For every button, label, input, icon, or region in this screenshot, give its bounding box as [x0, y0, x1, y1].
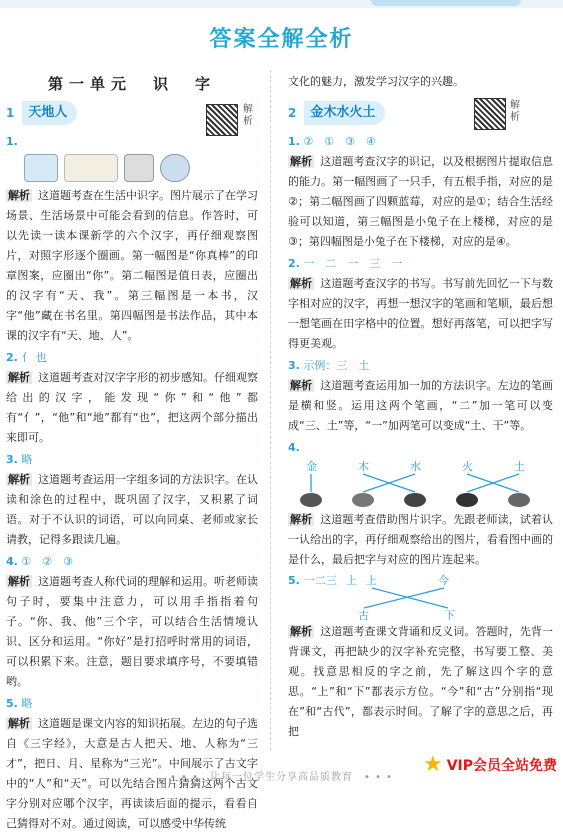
answer: 一 二 一 三 一 — [303, 257, 403, 270]
analysis-label: 解析 — [8, 371, 30, 384]
analysis-label: 解析 — [290, 155, 313, 168]
question-number: 3. — [6, 453, 18, 466]
question-3 — [288, 356, 553, 436]
question-number: 4. — [288, 441, 300, 454]
char-shui: 水 — [410, 460, 421, 473]
analysis-label: 解析 — [8, 473, 30, 486]
lesson-number: 1 — [6, 106, 15, 120]
question-5 — [6, 694, 258, 834]
char-tu: 土 — [514, 460, 525, 473]
analysis-label: 解析 — [290, 277, 313, 290]
analysis-label: 解析 — [8, 575, 30, 588]
answer: ② ① ③ ④ — [303, 135, 376, 148]
gold-ingot-icon — [300, 493, 322, 507]
analysis-text: 这道题考查汉字的书写。书写前先回忆一下与数字相对应的汉字，再想一想汉字的笔画和笔顺，最后想一想笔画在田字格中的位置。想好再落笔，可以把字写得更美观。 — [288, 277, 554, 350]
match-diagram-4 — [298, 458, 553, 510]
page-banner: 答案全解全析 — [209, 27, 354, 52]
question-number: 5. — [6, 697, 18, 710]
char-mu: 木 — [358, 460, 369, 473]
lesson-name: 天地人 — [22, 101, 77, 125]
top-word-1: 一二三 — [304, 574, 337, 587]
question-number: 3. — [288, 359, 300, 372]
answer: 略 — [21, 453, 33, 466]
top-strip — [0, 0, 563, 8]
match-diagram-5 — [288, 572, 543, 622]
answer: ① ② ③ — [21, 555, 73, 568]
qr-label: 解析 — [510, 100, 520, 123]
book-picture-icon — [124, 154, 154, 182]
analysis-text: 这道题考查运用加一加的方法识字。左边的笔画是横和竖。运用这两个笔画，“二”加一笔可以变成“三、土”等，“一”加两笔可以变成“土、干”等。 — [288, 379, 554, 432]
star-icon: ★ — [422, 752, 443, 777]
right-column — [288, 72, 553, 742]
question-4 — [6, 552, 258, 692]
analysis-text: 这道题考查运用一字组多词的方法识字。在认读和涂色的过程中，既巩固了汉字，又积累了词语。对于不认识的词语，可以向同桌、老师或家长请教，记得多跟读几遍。 — [6, 473, 258, 546]
duty-chart-picture-icon — [64, 154, 118, 182]
char-jin: 金 — [306, 460, 317, 473]
calligraphy-picture-icon — [160, 154, 190, 182]
analysis-text: 这道题考查汉字的识记，以及根据图片提取信息的能力。第一幅图画了一只手，有五根手指，对应的是②；第二幅图画了四颗蓝莓，对应的是①；结合生活经验可以知道，第三幅图是小兔子在上楼梯，对应的是③；第四幅图是小兔子在下楼梯，对应的是④。 — [288, 155, 554, 248]
fire-icon — [456, 493, 478, 507]
analysis-text: 这道题考查人称代词的理解和运用。听老师读句子时，要集中注意力，可以用手指指着句子。“你、我、他”三个字，可以结合生活情境认识、区分和运用。“你好”是打招呼时常用的词语，可以积累下来。注意，题目要求填序号，不要填错哟。 — [6, 575, 258, 688]
water-icon — [404, 493, 426, 507]
carry-over-text: 文化的魅力，激发学习汉字的兴趣。 — [288, 75, 464, 88]
top-strip-pill — [371, 0, 521, 6]
question-number: 5. — [288, 574, 300, 587]
lesson-name: 金木水火土 — [304, 101, 385, 125]
top-word-4: 今 — [438, 574, 449, 587]
analysis-label: 解析 — [8, 189, 30, 202]
answer: 略 — [21, 697, 33, 710]
question-2 — [6, 348, 258, 448]
bottom-word-1: 古 — [358, 609, 369, 622]
analysis-label: 解析 — [8, 717, 30, 730]
stamp-picture-icon — [24, 154, 58, 182]
question-2 — [288, 254, 553, 354]
qr-label: 解析 — [243, 104, 253, 127]
left-column — [6, 72, 258, 834]
vip-text: VIP会员全站免费 — [446, 757, 557, 774]
analysis-label: 解析 — [290, 379, 313, 392]
char-huo: 火 — [462, 460, 473, 473]
question-5 — [288, 572, 553, 742]
vip-badge[interactable] — [423, 752, 557, 777]
question-1 — [6, 132, 258, 346]
answer: 亻 也 — [21, 351, 47, 364]
answer: 示例：三 土 — [303, 359, 370, 372]
top-word-3: 上 — [366, 574, 377, 587]
qr-code-icon[interactable] — [474, 98, 506, 130]
analysis-text: 这道题考查借助图片识字。先跟老师读，试着认一认给出的字，再仔细观察给出的图片，看看图中画的是什么，最后把字与对应的图片连起来。 — [288, 513, 554, 566]
bottom-word-2: 下 — [444, 609, 455, 622]
question-number: 4. — [6, 555, 18, 568]
top-word-2: 上 — [346, 574, 357, 587]
question-number: 1. — [6, 135, 18, 148]
picture-row — [24, 154, 258, 182]
unit-title: 第一单元 识 字 — [47, 75, 216, 93]
qr-code-icon[interactable] — [206, 104, 238, 136]
analysis-text: 这道题是课文内容的知识拓展。左边的句子选自《三字经》，大意是古人把天、地、人称为“三才”，把日、月、星称为“三光”。中间展示了古文字中的“人”和“天”。可以先结合图片猜猜这两个古文字分别对应哪个汉字，再读读后面的提示，看看自己猜得对不对。通过阅读，可以感受中华传统 — [6, 717, 258, 830]
analysis-label: 解析 — [290, 513, 313, 526]
question-1 — [288, 132, 553, 252]
question-3 — [6, 450, 258, 550]
wood-icon — [352, 493, 374, 507]
question-number: 1. — [288, 135, 300, 148]
page-footer: • • • 让每一位学生分享高品质教育 • • • — [169, 772, 394, 783]
analysis-text: 这道题考查课文背诵和反义词。答题时，先背一背课文，再把缺少的汉字补充完整，书写要工整、美观。找意思相反的字之前，先了解这四个字的意思。“上”和“下”都表示方位。“今”和“古”分别指“现在”和“古代”，都表示时间。了解了字的意思之后，再把 — [288, 625, 554, 738]
analysis-text: 这道题考查在生活中识字。图片展示了在学习场景、生活场景中可能会看到的信息。作答时，可以先读一读本课新学的六个汉字，再仔细观察图片，对照字形逐个圈画。第一幅图是“你真棒”的印章图案，应圈出“你”。第二幅图是值日表，应圈出的汉字有“天、我”。第三幅图是一本书，汉字“他”藏在书名里。第四幅图是书法作品，其中本课的汉字有“天、地、人”。 — [6, 189, 258, 342]
match-line — [372, 588, 448, 608]
match-line — [364, 588, 444, 608]
question-number: 2. — [288, 257, 300, 270]
lesson-number: 2 — [288, 106, 297, 120]
analysis-label: 解析 — [290, 625, 313, 638]
question-number: 2. — [6, 351, 18, 364]
soil-icon — [508, 493, 530, 507]
column-divider — [270, 70, 271, 750]
analysis-text: 这道题考查对汉字字形的初步感知。仔细观察给出的汉字，能发现“你”和“他”都有“亻”，“他”和“地”都有“也”，把这两个部分描出来即可。 — [6, 371, 258, 444]
question-4 — [288, 438, 553, 570]
